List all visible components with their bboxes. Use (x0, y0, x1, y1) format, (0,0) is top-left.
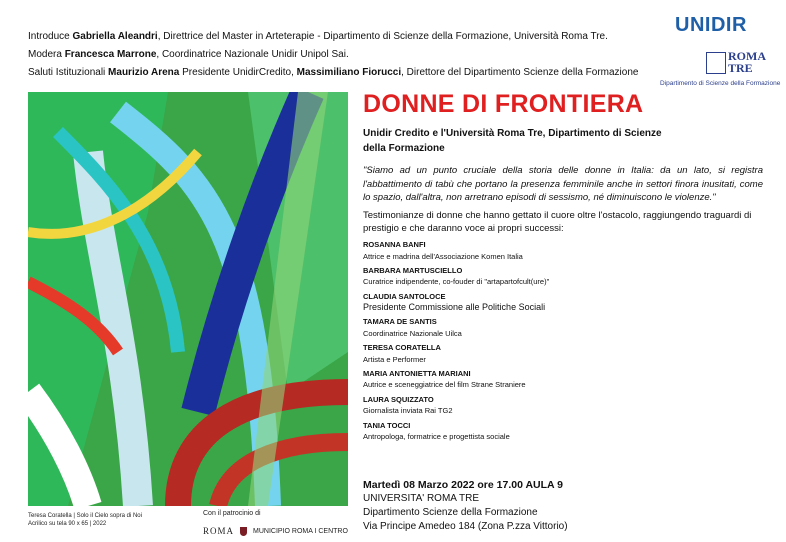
roma-logo: ROMA (203, 526, 235, 536)
roma-tre-line1: ROMA (728, 49, 766, 63)
speaker-name: CLAUDIA SANTOLOCE (363, 291, 446, 301)
intro-text: , Direttore del Dipartimento Scienze della Formazione (401, 67, 639, 78)
speaker-name: TAMARA DE SANTIS (363, 317, 437, 327)
roma-tre-line2: TRE (728, 61, 753, 75)
patrocinio-logos (203, 526, 348, 536)
speaker-role: Curatrice indipendente, co-fouder di "artapartofcult(ure)" (363, 277, 550, 287)
speaker-name: TERESA CORATELLA (363, 343, 441, 353)
abstract-painting (28, 92, 348, 506)
intro-text: Modera (28, 49, 65, 60)
speaker-item (363, 266, 693, 288)
speaker-role: Coordinatrice Nazionale Uilca (363, 328, 462, 338)
intro-block (28, 28, 668, 82)
roma-tre-wordmark (728, 50, 766, 74)
speaker-role: Attrice e madrina dell'Associazione Komen Italia (363, 251, 523, 261)
speaker-item (363, 317, 693, 339)
quote: "Siamo ad un punto cruciale della storia delle donne in Italia: da un lato, si registra l'abbattimento di tabù che portano la presenza femminile anche in settori finora inusitati, come lo spazio, dall'altra, non arretrano episodi di sessismo, né diminuiscono le violenze." (363, 165, 763, 203)
speaker-item (363, 369, 693, 391)
roma-tre-emblem-icon (706, 52, 726, 74)
speaker-name: LAURA SQUIZZATO (363, 394, 434, 404)
event-date: Martedì 08 Marzo 2022 ore 17.00 AULA 9 (363, 479, 563, 491)
painting-caption-line1: Teresa Coratella | Solo il Cielo sopra di Noi (28, 513, 142, 519)
speaker-list (363, 240, 693, 446)
speaker-item (363, 292, 693, 314)
intro-name: Francesca Marrone (64, 49, 157, 60)
speaker-role: Artista e Performer (363, 354, 426, 364)
dept-caption: Dipartimento di Scienze della Formazione (660, 80, 781, 87)
painting-caption (28, 512, 142, 528)
testimony-intro: Testimonianze di donne che hanno gettato il cuore oltre l'ostacolo, raggiungendo traguardi di prestigio e che daranno voce ai propri successi: (363, 210, 752, 234)
speaker-name: MARIA ANTONIETTA MARIANI (363, 368, 471, 378)
speaker-role: Presidente Commissione alle Politiche Sociali (363, 302, 546, 313)
speaker-name: ROSANNA BANFI (363, 240, 426, 249)
speaker-name: TANIA TOCCI (363, 420, 411, 430)
municipio-label: MUNICIPIO ROMA I CENTRO (253, 527, 348, 535)
intro-line-2 (28, 46, 668, 64)
intro-name: Maurizio Arena (108, 67, 180, 78)
speaker-item (363, 395, 693, 417)
intro-name: Massimiliano Fiorucci (296, 67, 402, 78)
speaker-name: BARBARA MARTUSCIELLO (363, 265, 463, 275)
event-details (363, 478, 568, 534)
intro-line-3 (28, 64, 668, 82)
painting-image (28, 92, 348, 506)
patrocinio-label: Con il patrocinio di (203, 510, 261, 517)
page-title: DONNE DI FRONTIERA (363, 90, 644, 118)
speaker-item (363, 240, 693, 262)
unidir-logo: UNIDIR (675, 14, 747, 36)
intro-text: Introduce (28, 31, 73, 42)
intro-text: Presidente UnidirCredito, (179, 67, 297, 78)
intro-line-1 (28, 28, 668, 46)
speaker-role: Autrice e sceneggiatrice del film Strane Straniere (363, 380, 526, 390)
intro-text: , Direttrice del Master in Arteterapie - Dipartimento di Scienze della Formazione, Università Roma Tre. (157, 31, 608, 42)
speaker-item (363, 343, 693, 365)
speaker-role: Giornalista inviata Rai TG2 (363, 406, 453, 416)
speaker-item (363, 421, 693, 443)
event-dept: Dipartimento Scienze della Formazione (363, 507, 538, 518)
event-place: UNIVERSITA' ROMA TRE (363, 493, 480, 504)
intro-text: , Coordinatrice Nazionale Unidir Unipol Sai. (156, 49, 349, 60)
speaker-role: Antropologa, formatrice e progettista sociale (363, 432, 510, 442)
roma-tre-logo (706, 49, 766, 76)
intro-text: Saluti Istituzionali (28, 67, 109, 78)
municipio-shield-icon (240, 527, 247, 536)
painting-caption-line2: Acrilico su tela 90 x 65 | 2022 (28, 521, 107, 527)
event-address: Via Principe Amedeo 184 (Zona P.zza Vittorio) (363, 521, 568, 532)
subtitle: Unidir Credito e l'Università Roma Tre, Dipartimento di Scienze della Formazione (363, 128, 662, 154)
intro-name: Gabriella Aleandri (72, 31, 158, 42)
